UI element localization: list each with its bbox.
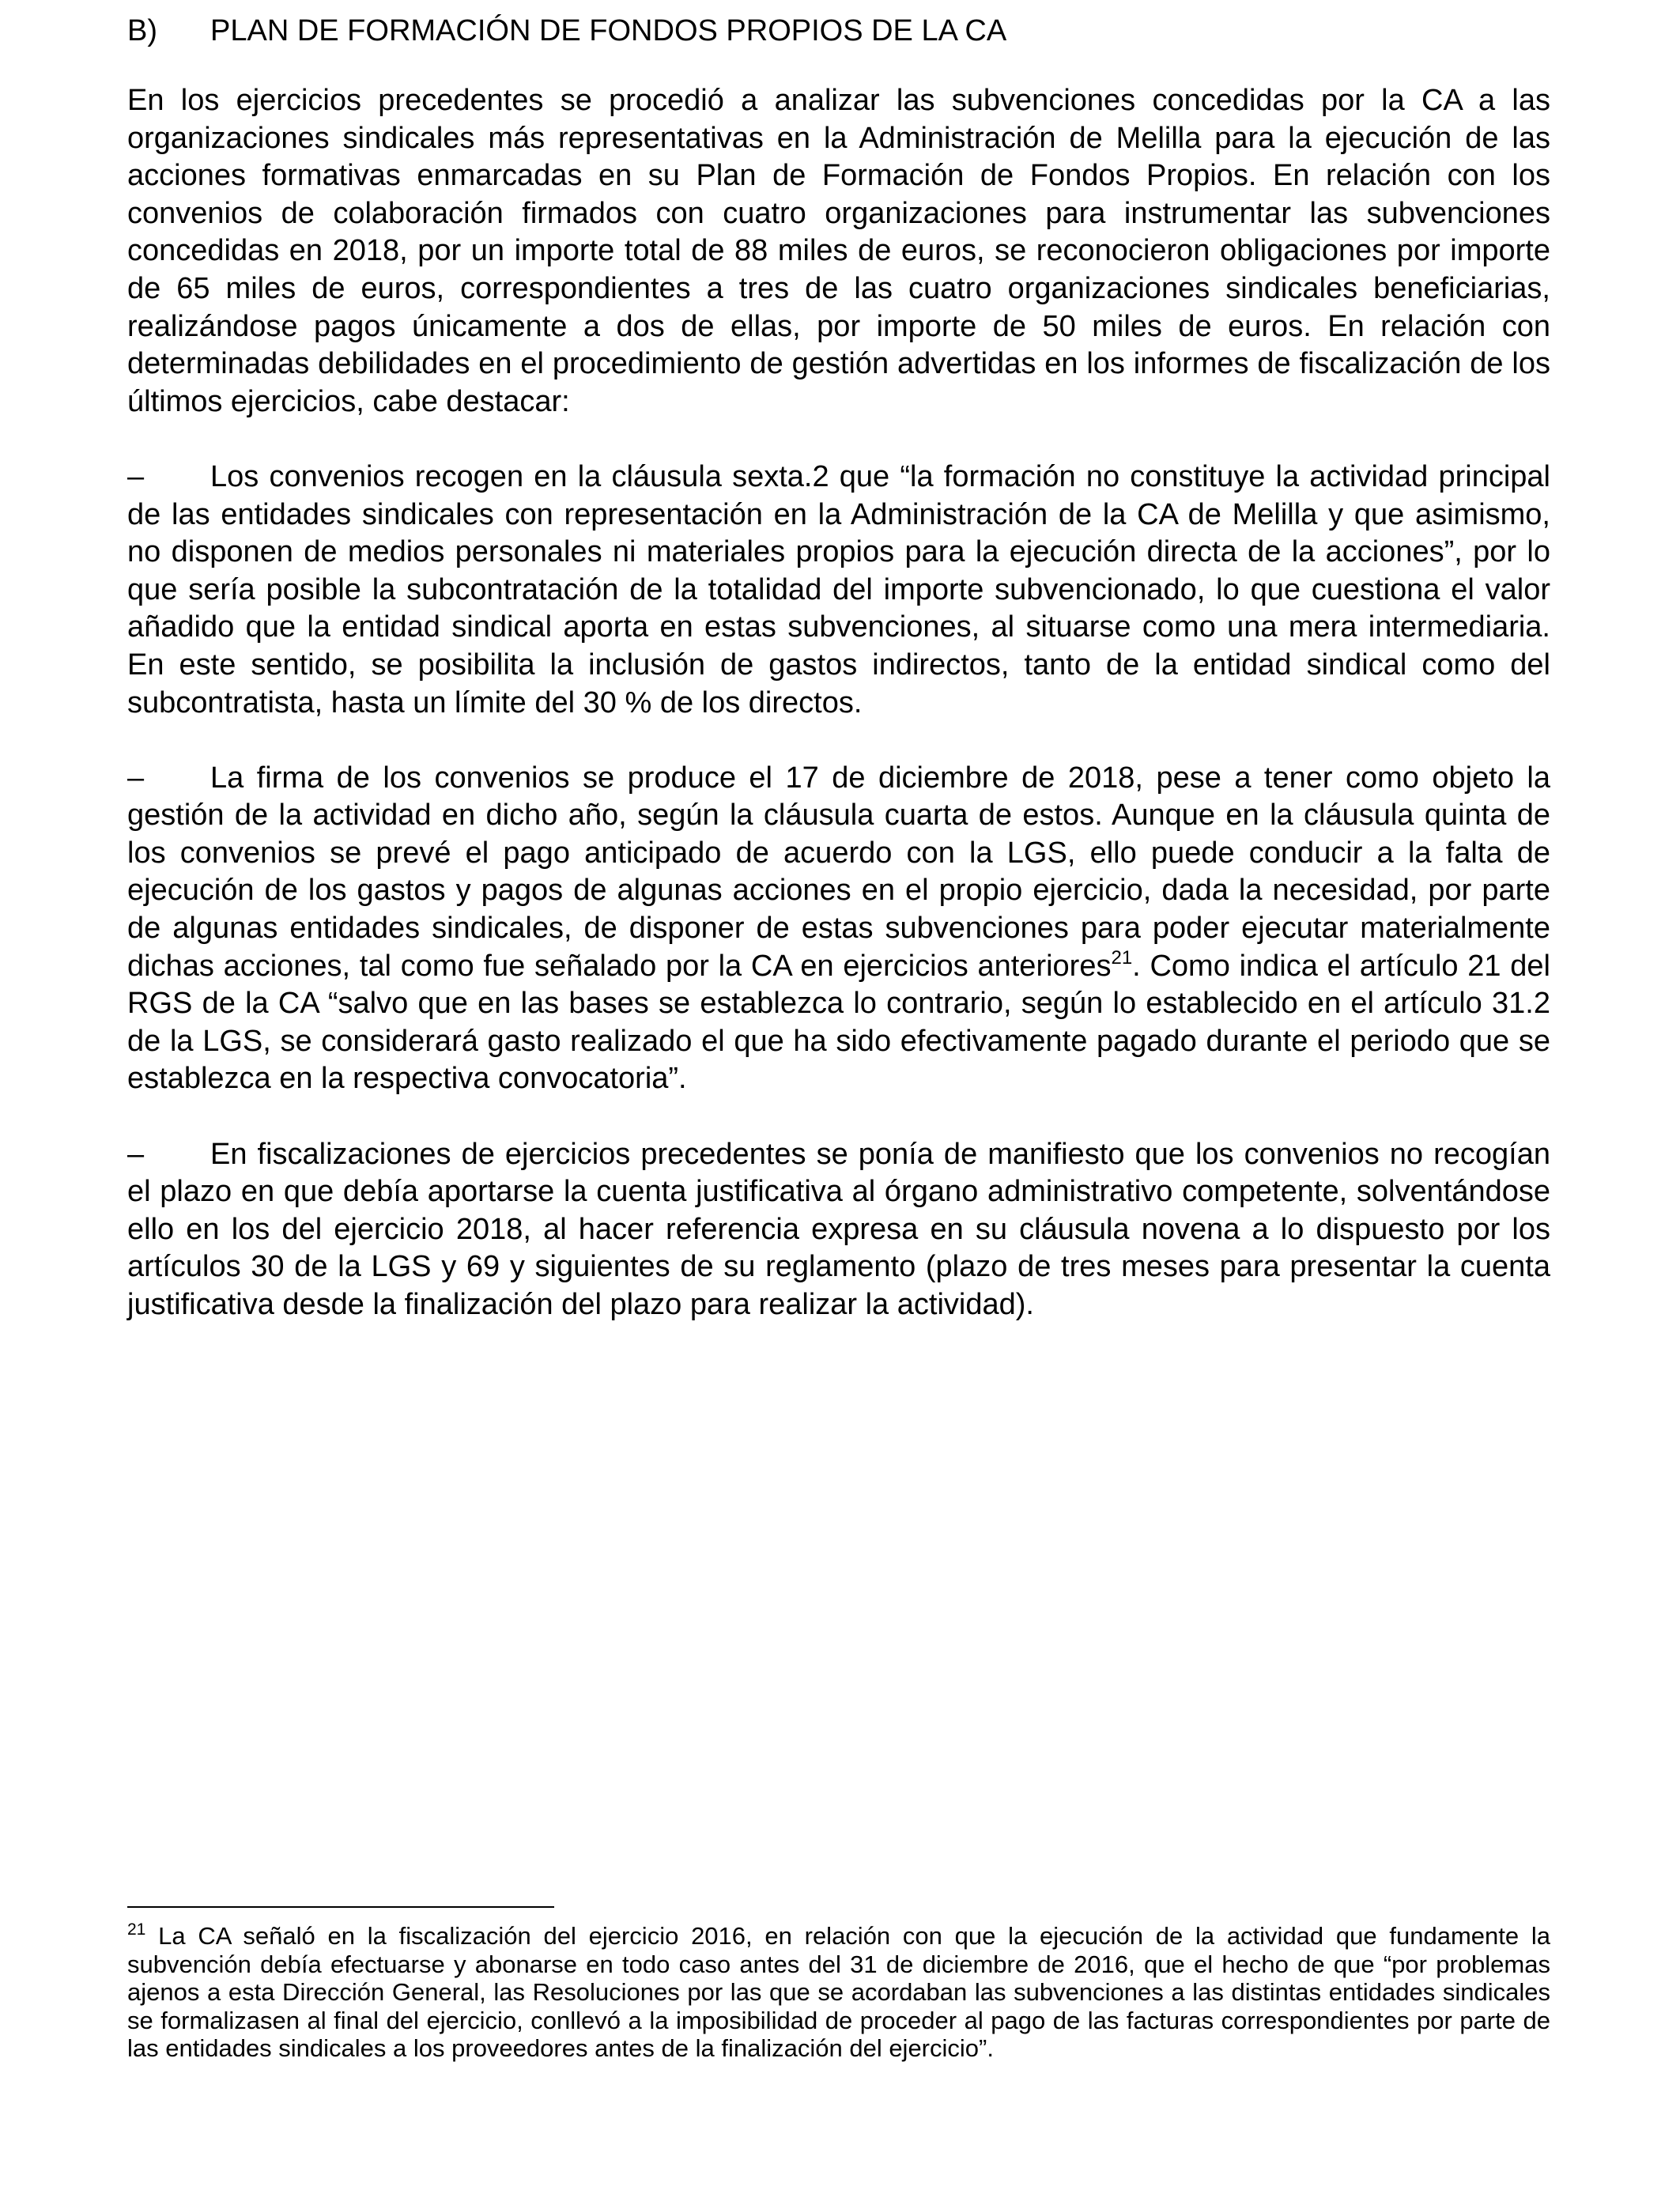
- footnote: [127, 1922, 1550, 2063]
- bullet-item-3: [127, 1136, 1550, 1324]
- footnote-separator: [127, 1906, 554, 1908]
- bullet-text: En fiscalizaciones de ejercicios precedentes se ponía de manifiesto que los convenios no recogían el plazo en que debía aportarse la cuenta justificativa al órgano administrativo competente, solventándose ello en los del ejercicio 2018, al hacer referencia expresa en su cláusula novena a lo dispuesto por los artículos 30 de la LGS y 69 y siguientes de su reglamento (plazo de tres meses para presentar la cuenta justificativa desde la finalización del plazo para realizar la actividad).: [127, 1137, 1550, 1321]
- intro-paragraph: En los ejercicios precedentes se procedió a analizar las subvenciones concedidas por la CA a las organizaciones sindicales más representativas en la Administración de Melilla para la ejecución de las acciones formativas enmarcadas en su Plan de Formación de Fondos Propios. En relación con los convenios de colaboración firmados con cuatro organizaciones para instrumentar las subvenciones concedidas en 2018, por un importe total de 88 miles de euros, se reconocieron obligaciones por importe de 65 miles de euros, correspondientes a tres de las cuatro organizaciones sindicales beneficiarias, realizándose pagos únicamente a dos de ellas, por importe de 50 miles de euros. En relación con determinadas debilidades en el procedimiento de gestión advertidas en los informes de fiscalización de los últimos ejercicios, cabe destacar:: [127, 84, 1550, 418]
- section-title: PLAN DE FORMACIÓN DE FONDOS PROPIOS DE LA CA: [210, 14, 1007, 47]
- section-heading: [127, 13, 1550, 50]
- document-body: [127, 82, 1550, 1361]
- bullet-item-2: [127, 760, 1550, 1098]
- section-number: B): [127, 14, 157, 47]
- bullet-text-continued: . Como indica el artículo 21 del RGS de la CA “salvo que en las bases se establezca lo contrario, según lo establecido en el artículo 31.2 de la LGS, se considerará gasto realizado el que ha sido efectivamente pagado durante el periodo que se establezca en la respectiva convocatoria”.: [127, 949, 1550, 1096]
- footnote-number: 21: [127, 1920, 146, 1939]
- dash-marker: –: [127, 761, 145, 795]
- dash-marker: –: [127, 1137, 145, 1171]
- footnote-text: La CA señaló en la fiscalización del ejercicio 2016, en relación con que la ejecución de la actividad que fundamente la subvención debía efectuarse y abonarse en todo caso antes del 31 de diciembre de 2016, que el hecho de que “por problemas ajenos a esta Dirección General, las Resoluciones por las que se acordaban las subvenciones a las distintas entidades sindicales se formalizasen al final del ejercicio, conllevó a la imposibilidad de proceder al pago de las facturas correspondientes por parte de las entidades sindicales a los proveedores antes de la finalización del ejercicio”.: [127, 1922, 1550, 2063]
- bullet-item-1: [127, 459, 1550, 722]
- footnote-reference[interactable]: 21: [1111, 946, 1133, 969]
- bullet-text: Los convenios recogen en la cláusula sexta.2 que “la formación no constituye la actividad principal de las entidades sindicales con representación en la Administración de la CA de Melilla y que asimismo, no disponen de medios personales ni materiales propios para la ejecución directa de la acciones”, por lo que sería posible la subcontratación de la totalidad del importe subvencionado, lo que cuestiona el valor añadido que la entidad sindical aporta en estas subvenciones, al situarse como una mera intermediaria. En este sentido, se posibilita la inclusión de gastos indirectos, tanto de la entidad sindical como del subcontratista, hasta un límite del 30 % de los directos.: [127, 459, 1550, 719]
- bullet-text: La firma de los convenios se produce el 17 de diciembre de 2018, pese a tener como objeto la gestión de la actividad en dicho año, según la cláusula cuarta de estos. Aunque en la cláusula quinta de los convenios se prevé el pago anticipado de acuerdo con la LGS, ello puede conducir a la falta de ejecución de los gastos y pagos de algunas acciones en el propio ejercicio, dada la necesidad, por parte de algunas entidades sindicales, de disponer de estas subvenciones para poder ejecutar materialmente dichas acciones, tal como fue señalado por la CA en ejercicios anteriores: [127, 761, 1550, 983]
- dash-marker: –: [127, 459, 145, 493]
